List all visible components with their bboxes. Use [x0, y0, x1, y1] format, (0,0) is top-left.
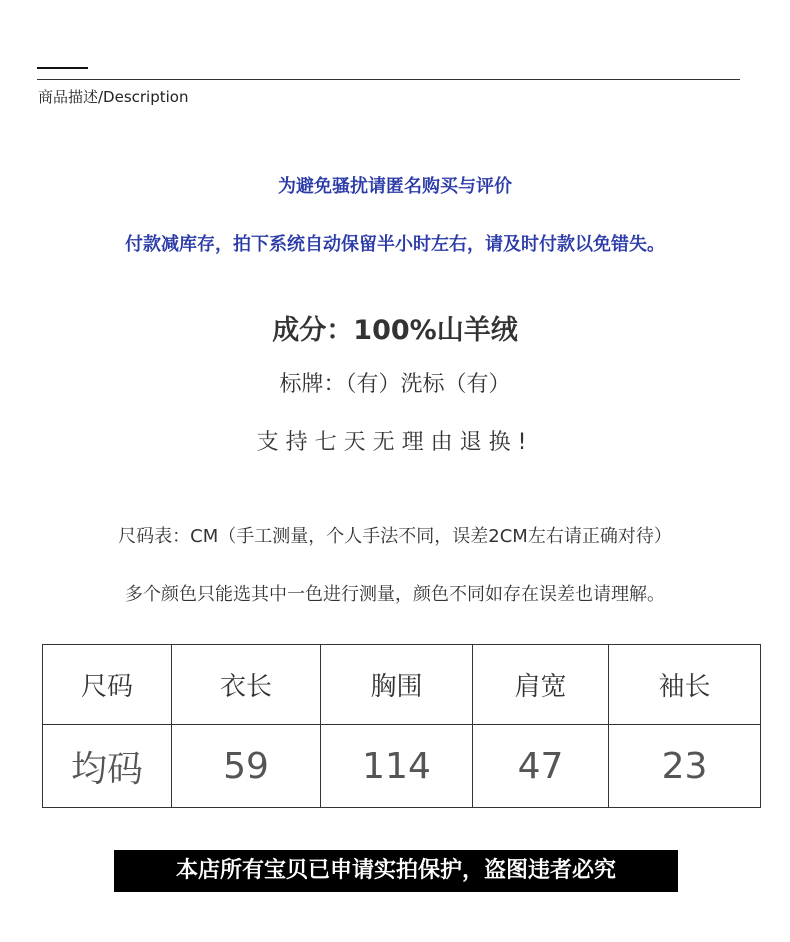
- cell-size-value: 均码: [43, 725, 172, 808]
- anonymous-purchase-notice: 为避免骚扰请匿名购买与评价: [278, 176, 512, 197]
- header-cell-shoulder: 肩宽: [473, 645, 609, 725]
- copyright-banner: 本店所有宝贝已申请实拍保护，盗图违者必究: [114, 850, 678, 892]
- header-cell-size: 尺码: [43, 645, 172, 725]
- header-cell-length: 衣长: [172, 645, 321, 725]
- table-row: [43, 725, 761, 808]
- color-measurement-note: 多个颜色只能选其中一色进行测量，颜色不同如存在误差也请理解。: [125, 584, 665, 605]
- payment-notice: 付款减库存，拍下系统自动保留半小时左右，请及时付款以免错失。: [125, 234, 665, 255]
- header-cell-sleeve: 袖长: [609, 645, 761, 725]
- section-label: 商品描述/Description: [38, 88, 189, 106]
- cell-bust-value: 114: [321, 725, 473, 808]
- cell-shoulder-value: 47: [473, 725, 609, 808]
- size-chart-note: 尺码表：CM（手工测量，个人手法不同，误差2CM左右请正确对待）: [118, 526, 672, 547]
- returns-policy-text: 支持七天无理由退换!: [256, 430, 534, 455]
- size-table-header-row: [43, 645, 761, 725]
- header-cell-bust: 胸围: [321, 645, 473, 725]
- size-table: [42, 644, 761, 808]
- cell-sleeve-value: 23: [609, 725, 761, 808]
- header-divider: [37, 79, 740, 80]
- header-accent-rule: [37, 67, 88, 69]
- tags-text: 标牌：（有）洗标（有）: [279, 372, 511, 397]
- composition-text: 成分：100%山羊绒: [272, 315, 518, 346]
- cell-length-value: 59: [172, 725, 321, 808]
